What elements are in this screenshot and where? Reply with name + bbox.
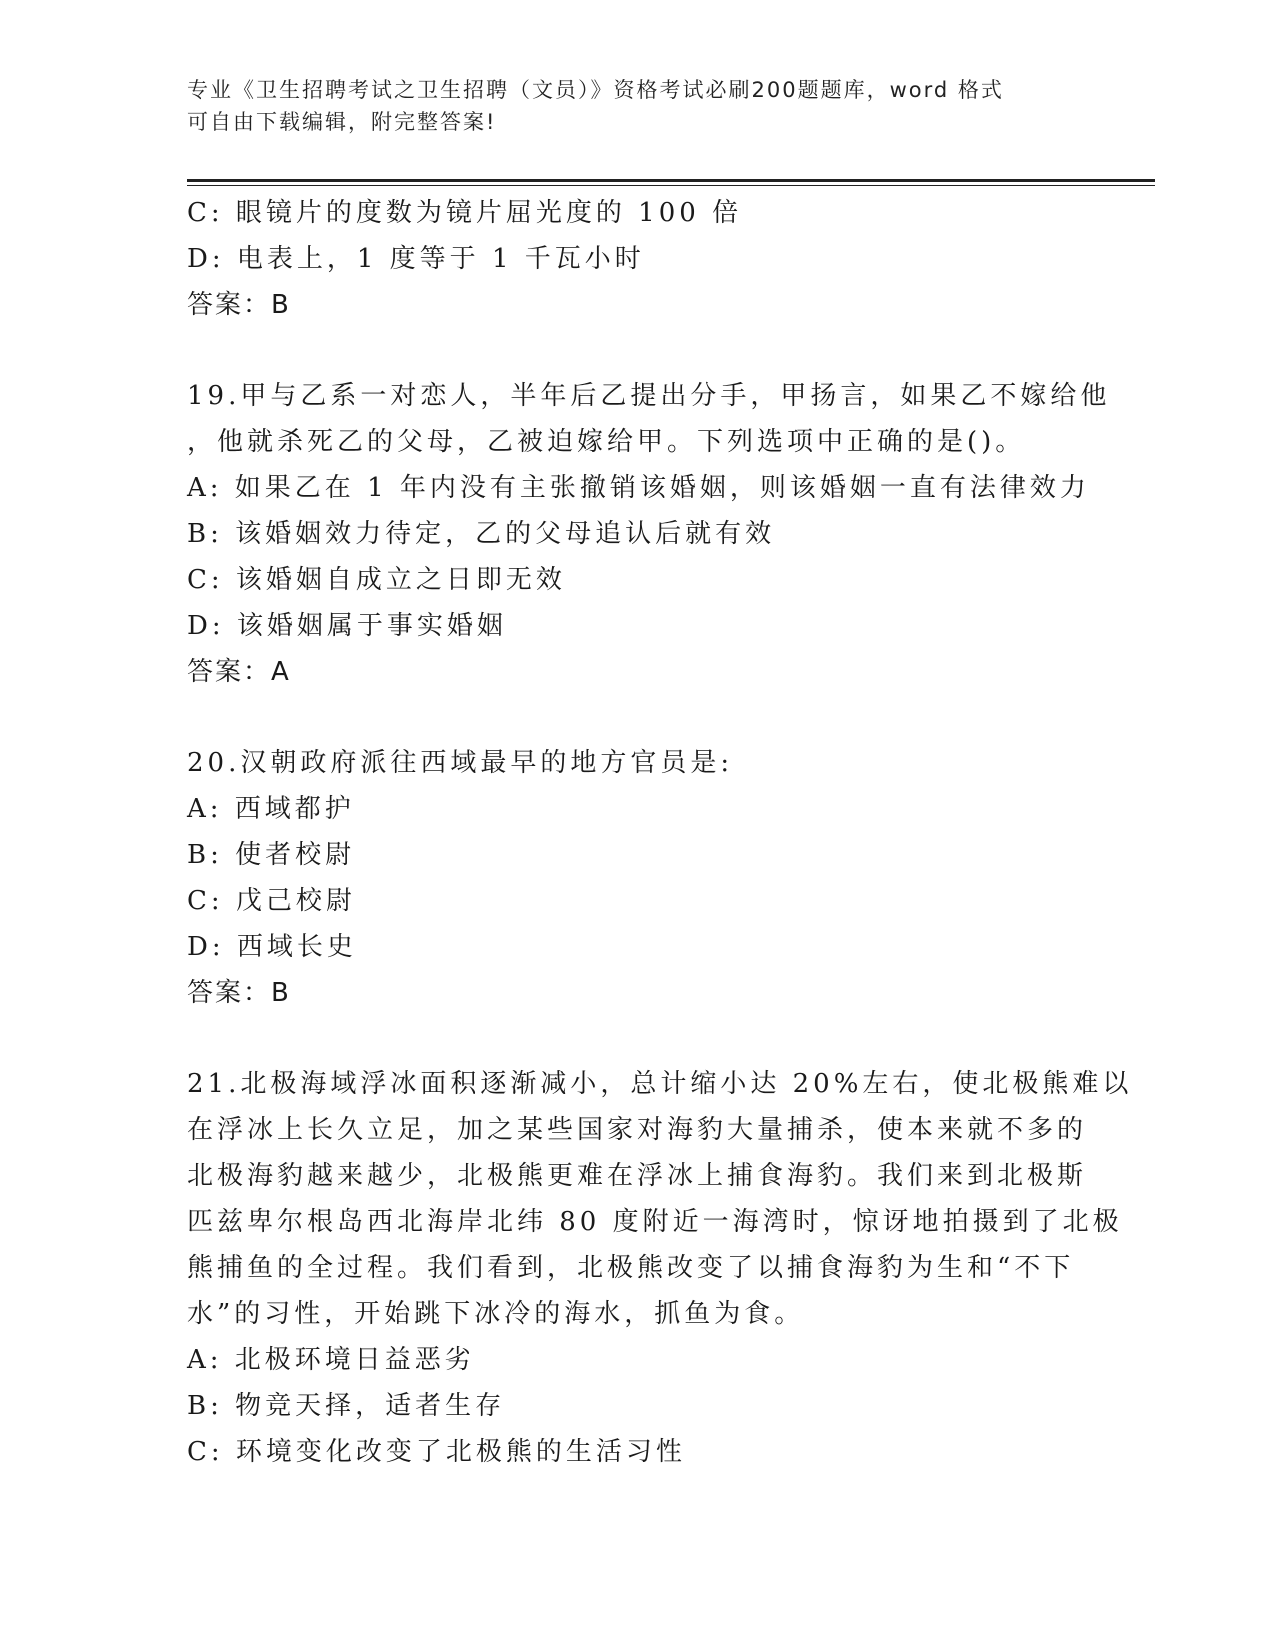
question-18 (187, 190, 1077, 328)
q18-option-d: D: 电表上，1 度等于 1 千瓦小时 (187, 244, 645, 274)
q21-stem-line-6: 水”的习性，开始跳下冰冷的海水，抓鱼为食。 (187, 1299, 805, 1329)
q21-stem-line-1: 21.北极海域浮冰面积逐渐减小，总计缩小达 20%左右，使北极熊难以 (187, 1069, 1133, 1099)
q21-option-a: A: 北极环境日益恶劣 (187, 1345, 475, 1375)
q19-stem-line-2: ，他就杀死乙的父母，乙被迫嫁给甲。下列选项中正确的是()。 (187, 427, 1026, 457)
q21-stem-line-5: 熊捕鱼的全过程。我们看到，北极熊改变了以捕食海豹为生和“不下 (187, 1253, 1075, 1283)
spacer (187, 328, 1077, 373)
q21-stem-line-3: 北极海豹越来越少，北极熊更难在浮冰上捕食海豹。我们来到北极斯 (187, 1161, 1088, 1191)
spacer (187, 1016, 1077, 1061)
q19-answer: 答案：A (187, 657, 291, 687)
q19-option-b: B: 该婚姻效力待定，乙的父母追认后就有效 (187, 519, 776, 549)
spacer (187, 695, 1077, 740)
q20-option-a: A: 西域都护 (187, 794, 355, 824)
question-20 (187, 740, 1077, 1016)
q20-answer: 答案：B (187, 978, 291, 1008)
q20-option-c: C: 戊己校尉 (187, 886, 356, 916)
q20-stem: 20.汉朝政府派往西域最早的地方官员是: (187, 748, 734, 778)
document-body (187, 190, 1133, 1475)
q21-stem-line-2: 在浮冰上长久立足，加之某些国家对海豹大量捕杀，使本来就不多的 (187, 1115, 1088, 1145)
question-21 (187, 1061, 1133, 1475)
q19-option-a: A: 如果乙在 1 年内没有主张撤销该婚姻，则该婚姻一直有法律效力 (187, 473, 1090, 503)
q21-stem-line-4: 匹兹卑尔根岛西北海岸北纬 80 度附近一海湾时，惊讶地拍摄到了北极 (187, 1207, 1123, 1237)
header-title-line-2: 可自由下载编辑，附完整答案! (187, 110, 497, 134)
q20-option-b: B: 使者校尉 (187, 840, 356, 870)
q19-stem-line-1: 19.甲与乙系一对恋人，半年后乙提出分手，甲扬言，如果乙不嫁给他 (187, 381, 1111, 411)
question-19 (187, 373, 1111, 695)
document-header (187, 74, 1087, 138)
q19-option-c: C: 该婚姻自成立之日即无效 (187, 565, 566, 595)
q21-option-c: C: 环境变化改变了北极熊的生活习性 (187, 1437, 686, 1467)
q18-option-c: C: 眼镜片的度数为镜片屈光度的 100 倍 (187, 198, 743, 228)
q18-answer: 答案：B (187, 290, 291, 320)
header-title-line-1: 专业《卫生招聘考试之卫生招聘（文员）》资格考试必刷200题题库，word 格式 (187, 78, 1004, 102)
q21-option-b: B: 物竞天择，适者生存 (187, 1391, 506, 1421)
q20-option-d: D: 西域长史 (187, 932, 357, 962)
header-divider-thick (187, 179, 1155, 182)
header-divider-thin (187, 185, 1155, 186)
q19-option-d: D: 该婚姻属于事实婚姻 (187, 611, 507, 641)
